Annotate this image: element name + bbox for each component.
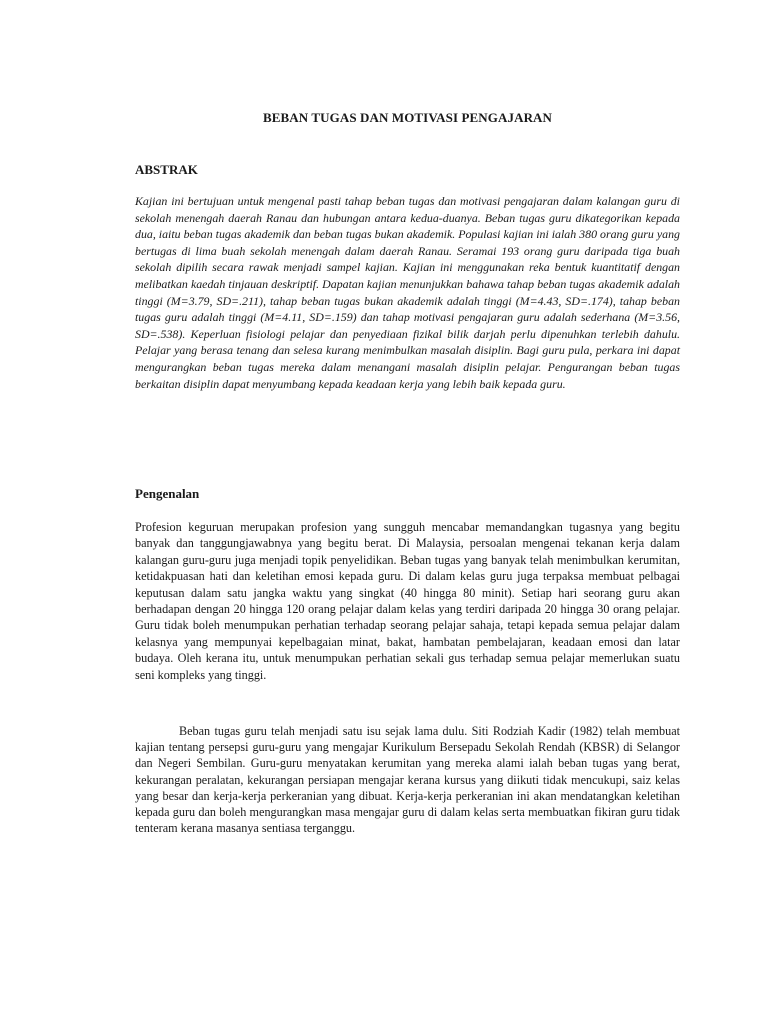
abstract-text: Kajian ini bertujuan untuk mengenal pasti tahap beban tugas dan motivasi pengajaran dalam kalangan guru di sekolah menengah daerah Ranau dan hubungan antara kedua-duanya. Beban tugas guru dikategorikan kepada dua, iaitu beban tugas akademik dan beban tugas bukan akademik. Populasi kajian ini ialah 380 orang guru yang bertugas di lima buah sekolah menengah dalam daerah Ranau. Seramai 193 orang guru daripada tiga buah sekolah dipilih secara rawak menjadi sampel kajian. Kajian ini menggunakan reka bentuk kuantitatif dengan melibatkan kaedah tinjauan deskriptif. Dapatan kajian menunjukkan bahawa tahap beban tugas akademik adalah tinggi (M=3.79, SD=.211), tahap beban tugas bukan akademik adalah tinggi (M=4.43, SD=.174), tahap beban tugas guru adalah tinggi (M=4.11, SD=.159) dan tahap motivasi pengajaran guru adalah sederhana (M=3.56, SD=.538). Keperluan fisiologi pelajar dan penyediaan fizikal bilik darjah perlu dipenuhkan terlebih dahulu. Pelajar yang berasa tenang dan selesa kurang menimbulkan masalah disiplin. Bagi guru pula, perkara ini dapat mengurangkan beban tugas mereka dalam menangani masalah disiplin pelajar. Pengurangan beban tugas berkaitan disiplin dapat menyumbang kepada keadaan kerja yang lebih baik kepada guru. bbox=[135, 194, 680, 391]
abstract-heading: ABSTRAK bbox=[135, 162, 198, 177]
paragraph-1: Profesion keguruan merupakan profesion yang sungguh mencabar memandangkan tugasnya yang begitu banyak dan tanggungjawabnya yang begitu berat. Di Malaysia, persoalan mengenai tekanan kerja dalam kalangan guru-guru juga menjadi topik penyelidikan. Beban tugas yang banyak telah menimbulkan kerumitan, ketidakpuasan hati dan keletihan emosi kepada guru. Di dalam kelas guru juga terpaksa membuat pelbagai keputusan dalam satu jangka waktu yang singkat (40 hingga 80 minit). Setiap hari seorang guru akan berhadapan dengan 20 hingga 120 orang pelajar dalam kelas yang terdiri daripada 20 hingga 30 orang pelajar. Guru tidak boleh menumpukan perhatian terhadap seorang pelajar sahaja, tetapi kepada semua pelajar dalam kelasnya yang mempunyai kepelbagaian minat, bakat, hambatan pembelajaran, keadaan emosi dan latar budaya. Oleh kerana itu, untuk menumpukan perhatian sekali gus terhadap semua pelajar memerlukan suatu seni kompleks yang tinggi. bbox=[135, 520, 680, 682]
section-heading-pengenalan: Pengenalan bbox=[135, 486, 200, 501]
paragraph-2: Beban tugas guru telah menjadi satu isu sejak lama dulu. Siti Rodziah Kadir (1982) telah membuat kajian tentang persepsi guru-guru yang mengajar Kurikulum Bersepadu Sekolah Rendah (KBSR) di Selangor dan Negeri Sembilan. Guru-guru menyatakan kerumitan yang mereka alami ialah beban tugas yang berat, kekurangan peralatan, kekurangan persiapan mengajar kerana kursus yang diikuti tidak mencukupi, saiz kelas yang besar dan kerja-kerja perkeranian yang dibuat. Kerja-kerja perkeranian ini akan mendatangkan keletihan kepada guru dan boleh mengurangkan masa mengajar guru di dalam kelas serta membuatkan fikiran guru tidak tenteram kerana masanya sentiasa terganggu. bbox=[135, 724, 680, 836]
document-title: BEBAN TUGAS DAN MOTIVASI PENGAJARAN bbox=[262, 110, 553, 125]
